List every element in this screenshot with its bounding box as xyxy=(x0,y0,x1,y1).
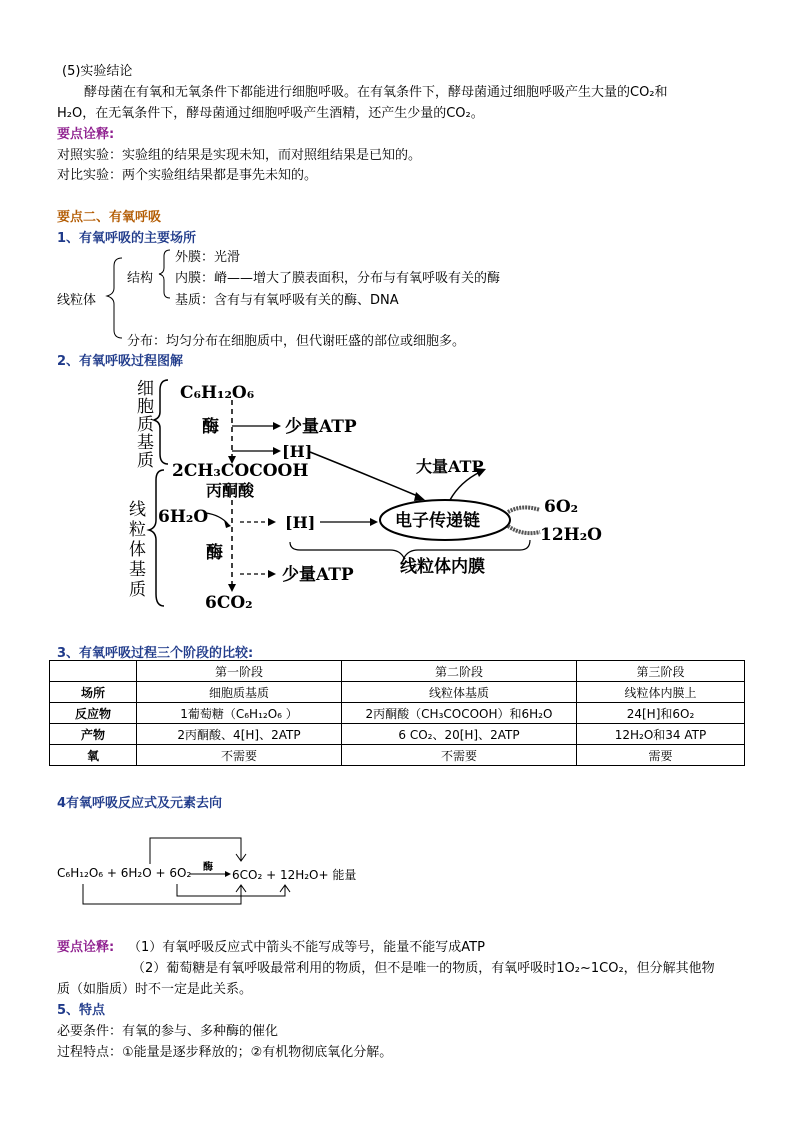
dlabel-top-1: 胞 xyxy=(137,397,154,417)
sub3-title: 3、有氧呼吸过程三个阶段的比较: xyxy=(57,646,254,661)
table-cell: 24[H]和6O₂ xyxy=(577,703,745,724)
note2-2-line2: 质（如脂质）时不一定是此关系。 xyxy=(57,982,253,997)
distribution: 分布：均匀分布在细胞质中，但代谢旺盛的部位或细胞多。 xyxy=(127,334,466,349)
dlabel-bot-1: 粒 xyxy=(129,520,146,540)
dlabel-top-3: 基 xyxy=(137,433,154,453)
matrix: 基质：含有与有氧呼吸有关的酶、DNA xyxy=(175,293,399,308)
o2-label: 6O₂ xyxy=(544,497,579,517)
table-cell: 第一阶段 xyxy=(137,661,342,682)
table-row xyxy=(50,745,745,766)
pyruvate-name: 丙酮酸 xyxy=(206,481,255,500)
inner-membrane: 内膜：嵴——增大了膜表面积，分布与有氧呼吸有关的酶 xyxy=(175,271,501,286)
conclusion-line-1: 酵母菌在有氧和无氧条件下都能进行细胞呼吸。在有氧条件下，酵母菌通过细胞呼吸产生大量的CO₂和 xyxy=(84,85,668,100)
equation-enzyme: 酶 xyxy=(203,862,213,873)
table-header-row xyxy=(50,661,745,682)
conclusion-line-2: H₂O，在无氧条件下，酵母菌通过细胞呼吸产生酒精，还产生少量的CO₂。 xyxy=(57,106,484,121)
note-control: 对照实验：实验组的结果是实现未知，而对照组结果是已知的。 xyxy=(57,148,422,163)
dlabel-top-4: 质 xyxy=(137,451,154,471)
table-cell: 12H₂O和34 ATP xyxy=(577,724,745,745)
table-cell xyxy=(50,661,137,682)
table-row xyxy=(50,703,745,724)
glucose-label: C₆H₁₂O₆ xyxy=(180,383,255,403)
outer-membrane: 外膜：光滑 xyxy=(175,250,241,265)
dlabel-top-0: 细 xyxy=(137,379,154,399)
table-cell: 2丙酮酸、4[H]、2ATP xyxy=(137,724,342,745)
note2-1: （1）有氧呼吸反应式中箭头不能写成等号，能量不能写成ATP xyxy=(128,940,485,955)
dlabel-bot-2: 体 xyxy=(129,540,146,560)
equation-right: 6CO₂ + 12H₂O+ 能量 xyxy=(232,868,357,882)
table-row xyxy=(50,724,745,745)
table-cell: 第二阶段 xyxy=(342,661,577,682)
pyruvate-formula: 2CH₃COCOOH xyxy=(172,461,309,481)
table-cell: 不需要 xyxy=(342,745,577,766)
dlabel-bot-3: 基 xyxy=(129,560,146,580)
sub5-title: 5、特点 xyxy=(57,1003,106,1018)
sub4-title: 4有氧呼吸反应式及元素去向 xyxy=(57,796,223,811)
note-comparison: 对比实验：两个实验组结果都是事先未知的。 xyxy=(57,168,318,183)
notes-title: 要点诠释: xyxy=(57,127,115,142)
feature-process: 过程特点：①能量是逐步释放的；②有机物彻底氧化分解。 xyxy=(57,1045,393,1060)
table-cell: 2丙酮酸（CH₃COCOOH）和6H₂O xyxy=(342,703,577,724)
water-out-label: 12H₂O xyxy=(540,525,602,545)
dlabel-bot-0: 线 xyxy=(129,500,146,520)
sub2-title: 2、有氧呼吸过程图解 xyxy=(57,354,184,369)
water-label: 6H₂O xyxy=(158,507,209,527)
table-cell: 线粒体基质 xyxy=(342,682,577,703)
enzyme1-label: 酶 xyxy=(202,417,219,437)
respiration-diagram xyxy=(120,372,620,622)
section-heading-5: (5)实验结论 xyxy=(62,64,133,79)
co2-label: 6CO₂ xyxy=(205,593,253,613)
table-cell: 1葡萄糖（C₆H₁₂O₆ ） xyxy=(137,703,342,724)
dlabel-bot-4: 质 xyxy=(129,580,146,600)
feature-condition: 必要条件：有氧的参与、多种酶的催化 xyxy=(57,1024,279,1039)
etc-label: 电子传递链 xyxy=(395,511,480,531)
notes2-title: 要点诠释: xyxy=(57,940,115,955)
stage-comparison-table xyxy=(49,660,745,766)
note2-2-line1: （2）葡萄糖是有氧呼吸最常利用的物质，但不是唯一的物质，有氧呼吸时1O₂~1CO₂，但分解其他物 xyxy=(132,961,715,976)
table-cell: 需要 xyxy=(577,745,745,766)
table-cell: 第三阶段 xyxy=(577,661,745,682)
table-row xyxy=(50,682,745,703)
mitochondria-label: 线粒体 xyxy=(57,293,97,308)
h2-label: [H] xyxy=(285,513,316,532)
table-cell: 场所 xyxy=(50,682,137,703)
point2-title: 要点二、有氧呼吸 xyxy=(57,210,162,225)
dlabel-top-2: 质 xyxy=(137,415,154,435)
equation-left: C₆H₁₂O₆ + 6H₂O + 6O₂ xyxy=(57,866,192,880)
atp-large: 大量ATP xyxy=(416,457,484,476)
table-cell: 不需要 xyxy=(137,745,342,766)
h1-label: [H] xyxy=(282,442,313,461)
sub1-title: 1、有氧呼吸的主要场所 xyxy=(57,231,197,246)
table-cell: 6 CO₂、20[H]、2ATP xyxy=(342,724,577,745)
table-cell: 线粒体内膜上 xyxy=(577,682,745,703)
table-cell: 氧 xyxy=(50,745,137,766)
atp-small1: 少量ATP xyxy=(285,417,357,437)
table-cell: 反应物 xyxy=(50,703,137,724)
structure-label: 结构 xyxy=(127,271,154,286)
table-cell: 细胞质基质 xyxy=(137,682,342,703)
atp-small2: 少量ATP xyxy=(282,565,354,585)
inner-membrane-label: 线粒体内膜 xyxy=(400,557,485,577)
enzyme2-label: 酶 xyxy=(206,543,223,563)
table-cell: 产物 xyxy=(50,724,137,745)
